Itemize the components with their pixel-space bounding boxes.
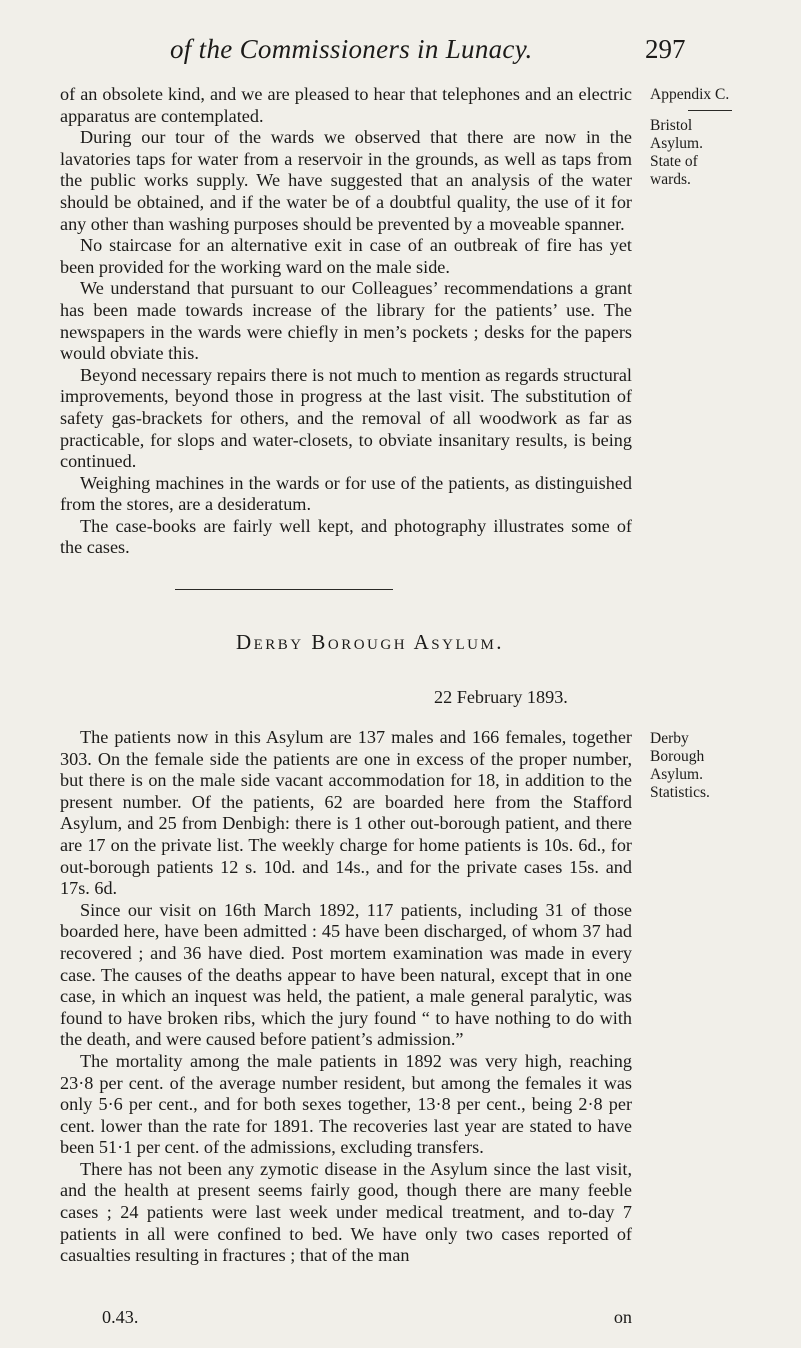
margin-note-derby [650, 730, 796, 802]
paragraph: Since our visit on 16th March 1892, 117 patients, including 31 of those boarded here, have been admitted : 45 have been discharged, of whom 37 had recovered ; and 36 have died. Post mortem examination was made in every case. The causes of the deaths appear to have been natural, except that in one case, in which an inquest was held, the patient, a male general paralytic, was found to have broken ribs, which the jury found “ to have nothing to do with the death, and were caused before patient’s admission.” [60, 899, 632, 1050]
section-divider [175, 589, 393, 590]
paragraph: of an obsolete kind, and we are pleased to hear that telephones and an electric apparatus are contemplated. [60, 84, 632, 126]
section-heading: Derby Borough Asylum. [235, 630, 505, 654]
margin-rule [688, 110, 732, 111]
bristol-asylum-text [60, 84, 632, 559]
signature-mark: 0.43. [102, 1307, 139, 1327]
paragraph: The patients now in this Asylum are 137 males and 166 females, together 303. On the female side the patients are one in excess of the proper number, but there is on the male side vacant accommodation for 18, in addition to the present number. Of the patients, 62 are boarded here from the Stafford Asylum, and 25 from Denbigh: there is 1 other out-borough patient, and there are 17 on the private list. The weekly charge for home patients is 10s. 6d., for out-borough patients 12 s. 10d. and 14s., and for the private cases 15s. and 17s. 6d. [60, 727, 632, 899]
paragraph: Beyond necessary repairs there is not much to mention as regards structural improvements, beyond those in progress at the last visit. The substitution of safety gas-brackets for others, and the removal of all woodwork as far as practicable, for slops and water-closets, to obviate insanitary results, is being continued. [60, 364, 632, 472]
appendix-label: Appendix C. [650, 86, 730, 103]
margin-note-line: Bristol [650, 117, 693, 134]
paragraph: No staircase for an alternative exit in case of an outbreak of fire has yet been provided for the working ward on the male side. [60, 235, 632, 277]
page-header [0, 34, 801, 74]
paragraph: We understand that pursuant to our Colleagues’ recommendations a grant has been made towards increase of the library for the patients’ use. The newspapers in the wards were chiefly in men’s pockets ; desks for the papers would obviate this. [60, 278, 632, 364]
margin-note-line: wards. [650, 171, 691, 188]
derby-asylum-text [60, 727, 632, 1267]
paragraph: During our tour of the wards we observed that there are now in the lavatories taps for water from a reservoir in the grounds, as well as taps from the public works supply. We have suggested that an analysis of the water should be obtained, and if the water be of a doubtful quality, the use of it for any other than washing purposes should be prevented by a moveable spanner. [60, 127, 632, 234]
margin-note-appendix [650, 86, 796, 189]
paragraph: The case-books are fairly well kept, and photography illustrates some of the cases. [60, 515, 632, 558]
catchword: on [613, 1307, 632, 1327]
paragraph: There has not been any zymotic disease in the Asylum since the last visit, and the health at present seems fairly good, though there are many feeble cases ; 24 patients were last week under medical treatment, and to-day 7 patients in all were confined to bed. We have only two cases reported of casualties resulting in fractures ; that of the man [60, 1158, 632, 1266]
page-number: 297 [645, 34, 686, 64]
paragraph: Weighing machines in the wards or for use of the patients, as distinguished from the stores, are a desideratum. [60, 472, 632, 515]
dateline: 22 February 1893. [434, 687, 568, 707]
margin-note-line: Asylum. [650, 135, 703, 152]
margin-note-line: Statistics. [650, 784, 710, 801]
margin-note-line: Borough [650, 748, 705, 765]
running-head: of the Commissioners in Lunacy. [170, 34, 533, 64]
paragraph: The mortality among the male patients in 1892 was very high, reaching 23·8 per cent. of the average number resident, but among the females it was only 5·6 per cent., and for both sexes together, 13·8 per cent., being 2·8 per cent. lower than the rate for 1891. The recoveries last year are stated to have been 51·1 per cent. of the admissions, excluding transfers. [60, 1050, 632, 1158]
margin-note-line: Derby [650, 730, 689, 747]
margin-note-line: Asylum. [650, 766, 703, 783]
margin-note-line: State of [650, 153, 698, 170]
